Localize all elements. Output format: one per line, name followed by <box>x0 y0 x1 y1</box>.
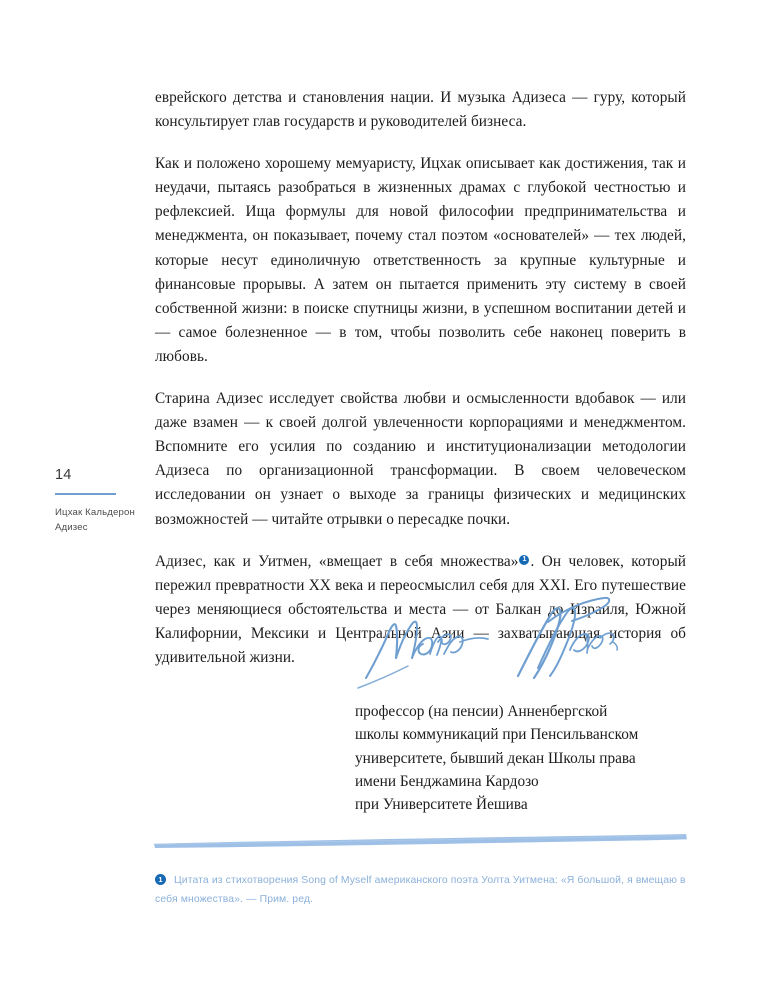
footnote-marker: 1 <box>155 874 166 885</box>
running-head-line-1: Ицхак Кальдерон <box>55 507 135 518</box>
paragraph: Старина Адизес исследует свойства любви и осмысленности вдобавок — или даже взамен — к своей долгой увлеченности корпорациями и менеджментом. Вспомните его усилия по созданию и институционализации методологии Адизеса по организационной трансформации. В своем человеческом исследовании он узнает о выходе за границы физических и медицинских возможностей — читайте отрывки о пересадке почки. <box>155 390 686 528</box>
paragraph-text-before-footnote: Адизес, как и Уитмен, «вмещает в себя множества» <box>155 552 519 570</box>
body-text-column <box>155 86 686 670</box>
margin-divider-rule <box>55 493 116 495</box>
credentials-line: имени Бенджамина Кардозо <box>355 772 539 790</box>
credentials-block <box>355 700 695 816</box>
page-number: 14 <box>55 467 72 483</box>
credentials-line: при Университете Йешива <box>355 796 528 814</box>
brush-stroke-icon <box>152 830 690 848</box>
credentials-line: университете, бывший декан Школы права <box>355 749 636 767</box>
footnote <box>155 871 695 909</box>
signature-ink <box>352 592 652 692</box>
brush-divider <box>152 830 690 848</box>
paragraph-text-after-footnote: . Он человек, который пережил превратности XX века и переосмыслил себя для XXI. Его путешествие через меняющиеся обстоятельства и места — от Балкан до Израиля, Южной Калифорнии, Мексики и Центральной Азии — захватывающая история об удивительной жизни. <box>155 552 687 666</box>
footnote-text: Цитата из стихотворения Song of Myself американского поэта Уолта Уитмена: «Я большой, я вмещаю в себя множества». — Прим. ред. <box>155 875 686 905</box>
paragraph: Как и положено хорошему мемуаристу, Ицхак описывает как достижения, так и неудачи, пытаясь разобраться в жизненных драмах с глубокой честностью и рефлексией. Ища формулы для новой философии предпринимательства и менеджмента, он показывает, почему стал поэтом «основателей» — тех людей, которые несут единоличную ответственность за крупные культурные и финансовые прорывы. А затем он пытается применить эту систему в своей собственной жизни: в поиске спутницы жизни, в успешном воспитании детей и — самое болезненное — в том, чтобы позволить себе наконец поверить в любовь. <box>155 155 686 365</box>
margin-block <box>55 466 147 535</box>
signature <box>352 592 652 692</box>
running-head-line-2: Адизес <box>55 521 88 533</box>
paragraph: еврейского детства и становления нации. И музыка Адизеса — гуру, который консультирует глав государств и руководителей бизнеса. <box>155 89 686 131</box>
footnote-reference-marker[interactable]: 1 <box>519 555 529 565</box>
credentials-line: школы коммуникаций при Пенсильванском <box>355 726 639 744</box>
credentials-line: профессор (на пенсии) Анненбергской <box>355 703 608 720</box>
running-head <box>55 506 147 535</box>
